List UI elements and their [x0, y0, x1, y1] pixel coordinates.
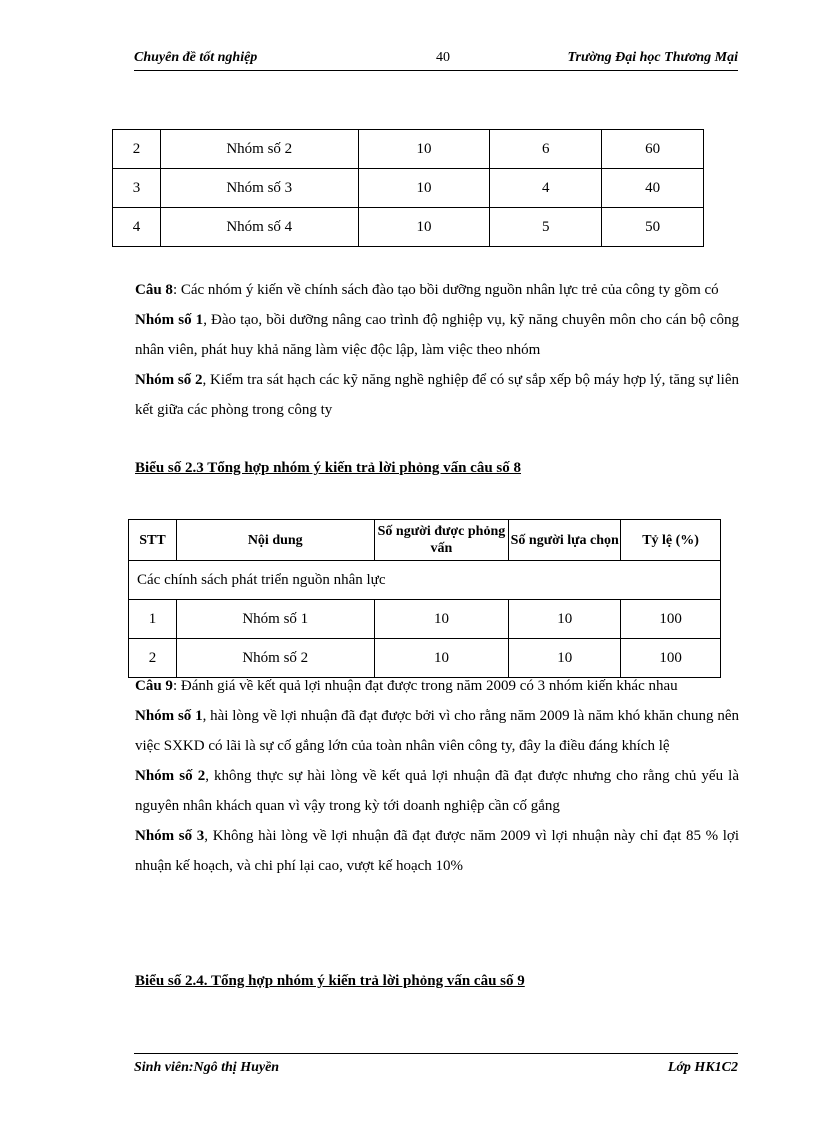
table-cell: 100 — [621, 600, 721, 639]
question-9 — [135, 671, 739, 881]
question-8-text: : Các nhóm ý kiến về chính sách đào tạo bồi dưỡng nguồn nhân lực trẻ của công ty gồm có — [172, 282, 719, 298]
q8-group1-text: , Đào tạo, bồi dưỡng nâng cao trình độ nghiệp vụ, kỹ năng chuyên môn cho cán bộ công nhân viên, phát huy khả năng làm việc độc lập, làm việc theo nhóm — [135, 312, 739, 358]
question-9-label: Câu 9 — [135, 678, 173, 694]
table-cell: 10 — [374, 639, 509, 678]
table-cell: Nhóm số 1 — [176, 600, 374, 639]
q9-group2-label: Nhóm số 2 — [135, 768, 206, 784]
column-header: Tỷ lệ (%) — [621, 520, 721, 561]
page-number: 40 — [436, 50, 450, 65]
table-cell: 5 — [490, 208, 602, 247]
header-left: Chuyên đề tốt nghiệp — [134, 50, 258, 65]
table-cell: Nhóm số 2 — [160, 130, 358, 169]
table-cell: 60 — [602, 130, 704, 169]
q8-group2-text: , Kiểm tra sát hạch các kỹ năng nghề nghiệp để có sự sắp xếp bộ máy hợp lý, tăng sự liên kết giữa các phòng trong công ty — [135, 372, 739, 418]
footer-right: Lớp HK1C2 — [667, 1060, 738, 1075]
table-cell: 4 — [113, 208, 161, 247]
table-cell: 2 — [113, 130, 161, 169]
table-cell: Nhóm số 2 — [176, 639, 374, 678]
table-row — [113, 169, 704, 208]
footer-left: Sinh viên:Ngô thị Huyền — [134, 1060, 280, 1075]
q9-group3-label: Nhóm số 3 — [135, 828, 205, 844]
q8-group1-label: Nhóm số 1 — [135, 312, 204, 328]
table-cell: 10 — [358, 130, 490, 169]
table-row — [129, 600, 721, 639]
table-cell: 10 — [358, 208, 490, 247]
survey-table-q8 — [128, 519, 721, 678]
table-cell: 6 — [490, 130, 602, 169]
page-footer — [134, 1053, 738, 1078]
results-table-continued — [112, 129, 704, 247]
table-row — [113, 130, 704, 169]
q8-group2-label: Nhóm số 2 — [135, 372, 203, 388]
page-header — [134, 48, 738, 71]
q9-group2-text: , không thực sự hài lòng về kết quả lợi nhuận đã đạt được nhưng cho rằng chủ yếu là nguyên nhân khách quan vì vậy trong kỳ tới doanh nghiệp cần cố gắng — [135, 768, 739, 814]
table-row — [113, 208, 704, 247]
table-cell: Nhóm số 3 — [160, 169, 358, 208]
table-row — [129, 561, 721, 600]
column-header: Nội dung — [176, 520, 374, 561]
table-header-row — [129, 520, 721, 561]
q9-group3-text: , Không hài lòng về lợi nhuận đã đạt được năm 2009 vì lợi nhuận này chỉ đạt 85 % lợi nhuận kế hoạch, và chi phí lại cao, vượt kế hoạch 10% — [135, 828, 739, 874]
table-cell: 50 — [602, 208, 704, 247]
column-header: Số người lựa chọn — [509, 520, 621, 561]
table-caption-2-4: Biểu số 2.4. Tổng hợp nhóm ý kiến trả lời phỏng vấn câu số 9 — [135, 973, 525, 989]
table-cell: 3 — [113, 169, 161, 208]
q9-group1-text: , hài lòng về lợi nhuận đã đạt được bởi vì cho rằng năm 2009 là năm khó khăn chung nên việc SXKD có lãi là sự cố gắng lớn của toàn nhân viên công ty, đây la điều đáng khích lệ — [135, 708, 739, 754]
table-cell: 1 — [129, 600, 177, 639]
column-header: Số người được phỏng vấn — [374, 520, 509, 561]
question-9-text: : Đánh giá về kết quả lợi nhuận đạt được trong năm 2009 có 3 nhóm kiến khác nhau — [172, 678, 678, 694]
q9-group1-label: Nhóm số 1 — [135, 708, 203, 724]
header-right: Trường Đại học Thương Mại — [567, 50, 738, 65]
table-cell: 4 — [490, 169, 602, 208]
table-cell: Nhóm số 4 — [160, 208, 358, 247]
table-cell: 10 — [374, 600, 509, 639]
table-cell: 10 — [358, 169, 490, 208]
table-cell: 10 — [509, 639, 621, 678]
question-8-label: Câu 8 — [135, 282, 173, 298]
table-caption-2-3: Biểu số 2.3 Tổng hợp nhóm ý kiến trả lời phỏng vấn câu số 8 — [135, 460, 522, 476]
question-8 — [135, 275, 739, 425]
table-cell: 100 — [621, 639, 721, 678]
table-cell: 40 — [602, 169, 704, 208]
table-cell: 10 — [509, 600, 621, 639]
column-header: STT — [129, 520, 177, 561]
table-cell: 2 — [129, 639, 177, 678]
table-section-row: Các chính sách phát triển nguồn nhân lực — [129, 561, 721, 600]
